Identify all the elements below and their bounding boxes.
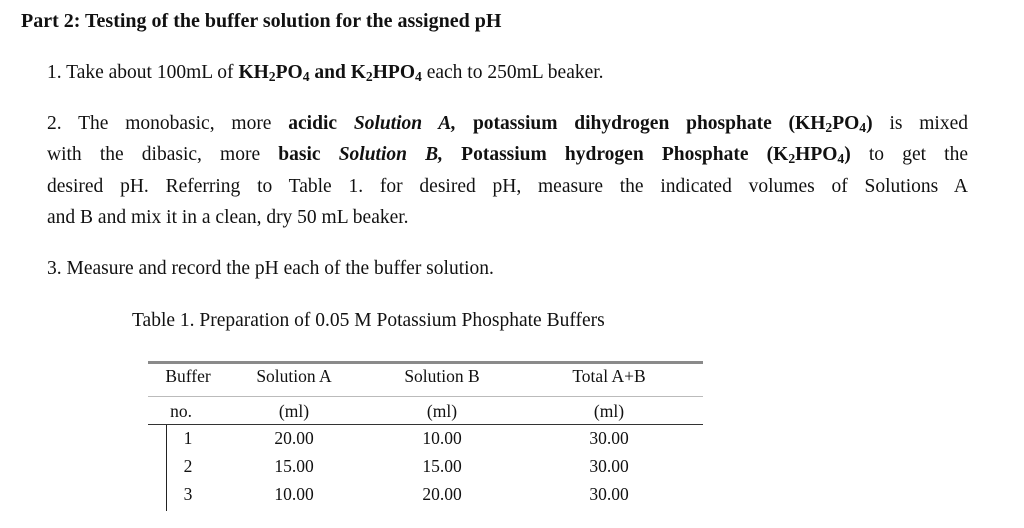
text: 2. The monobasic, more [47,113,289,134]
text: is mixed [872,113,969,134]
step-2-line-3: desired pH. Referring to Table 1. for desired pH, measure the indicated volumes of Solutions A [47,176,968,197]
formula-subscript: 2 [268,69,276,85]
formula-subscript: 2 [365,69,373,85]
text: Potassium hydrogen Phosphate (K [443,144,789,165]
cell-buffer-no: 3 [183,484,193,504]
formula-subscript: 4 [837,151,845,167]
cell-solution-b: 10.00 [422,428,462,448]
formula-subscript: 4 [414,69,422,85]
step-1-text-b: each to 250mL beaker. [421,62,604,83]
header-total: Total A+B [572,366,646,386]
text: with the dibasic, more [47,144,279,165]
formula-and: and [309,62,351,83]
text: ) [866,113,873,134]
formula-part: HPO [372,62,415,83]
header-solution-a: Solution A [256,366,332,386]
cell-solution-a: 15.00 [274,456,314,476]
step-3: 3. Measure and record the pH each of the buffer solution. [47,258,494,279]
header-buffer: Buffer [165,366,211,386]
text: potassium dihydrogen phosphate (KH [456,113,826,134]
solution-a-label: Solution A, [353,113,457,134]
formula-part: K [350,62,366,83]
cell-solution-a: 10.00 [274,484,314,504]
cell-total: 30.00 [589,484,629,504]
cell-buffer-no: 1 [183,428,193,448]
formula-k2hpo4-name [443,144,851,165]
formula-subscript: 2 [825,120,833,136]
table-header-rule [148,424,703,425]
cell-total: 30.00 [589,456,629,476]
solution-b-label: Solution B, [338,144,444,165]
text: PO [832,113,860,134]
keyword-basic: basic [278,144,321,165]
step-2-line-2 [47,144,968,166]
cell-solution-a: 20.00 [274,428,314,448]
text: to get the [850,144,969,165]
formula-subscript: 4 [302,69,310,85]
step-1 [47,62,604,84]
formula-subscript: 4 [859,120,867,136]
table-mid-rule [148,396,703,397]
header-total-unit: (ml) [593,401,625,421]
cell-buffer-no: 2 [183,456,193,476]
header-solution-b: Solution B [404,366,480,386]
text: ) [844,144,851,165]
table-caption: Table 1. Preparation of 0.05 M Potassium Phosphate Buffers [132,310,605,331]
keyword-acidic: acidic [288,113,338,134]
formula-kh2po4-name [456,113,873,134]
step-2-line-1 [47,113,968,135]
step-1-text-a: 1. Take about 100mL of [47,62,239,83]
formula-subscript: 2 [788,151,796,167]
table-top-rule [148,361,703,364]
text [321,144,339,165]
formula-kh2po4 [238,62,421,83]
text [337,113,354,134]
header-solution-b-unit: (ml) [426,401,458,421]
step-2-line-4: and B and mix it in a clean, dry 50 mL beaker. [47,207,409,228]
formula-part: KH [238,62,269,83]
header-solution-a-unit: (ml) [278,401,310,421]
cell-total: 30.00 [589,428,629,448]
cell-solution-b: 20.00 [422,484,462,504]
section-heading: Part 2: Testing of the buffer solution for the assigned pH [21,10,502,32]
header-buffer-unit: no. [170,401,192,421]
formula-part: PO [275,62,303,83]
text: HPO [795,144,838,165]
cell-solution-b: 15.00 [422,456,462,476]
